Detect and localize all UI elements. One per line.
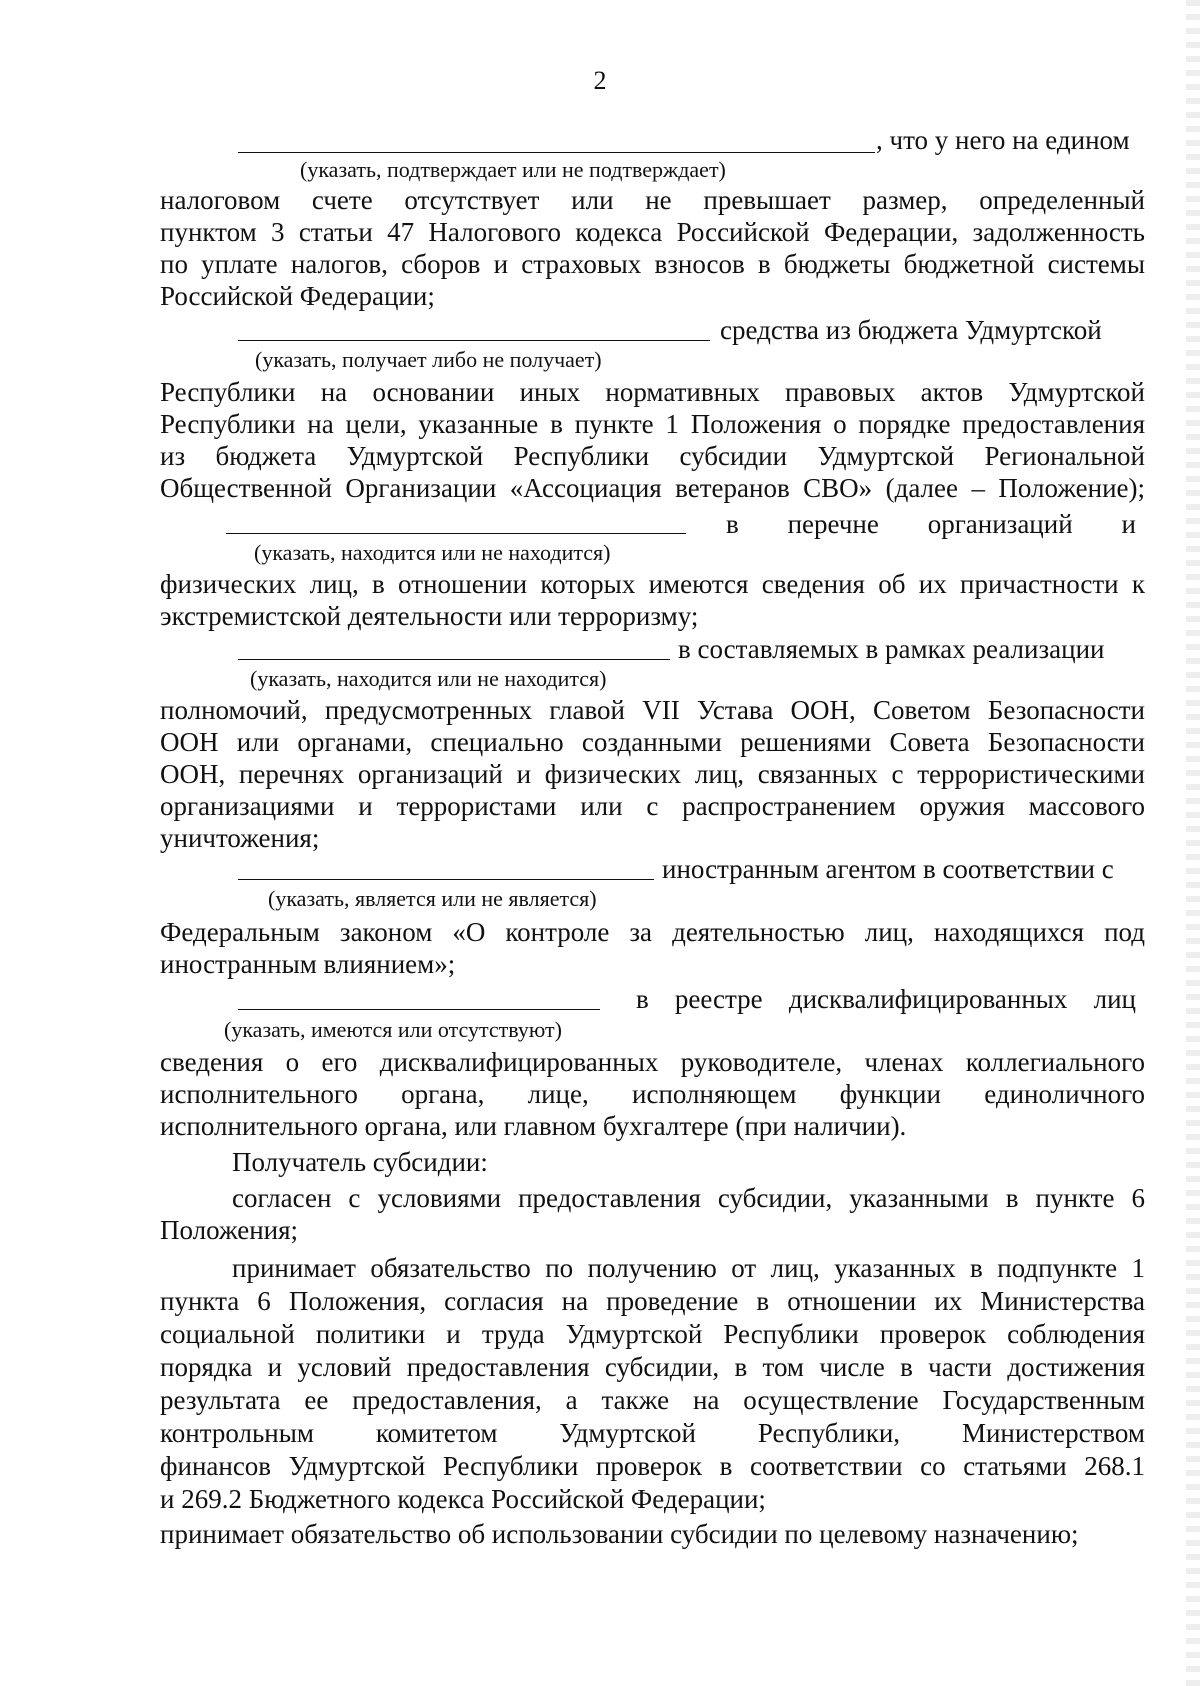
field-trailing-text xyxy=(636,983,1136,1015)
text-line: экстремистской деятельности или терроризму; xyxy=(160,601,699,631)
text-line: Положения; xyxy=(160,1215,299,1245)
word: реестре xyxy=(674,984,763,1014)
blank-line[interactable] xyxy=(226,533,686,534)
text-line: иностранным влиянием»; xyxy=(160,949,456,979)
blank-line[interactable] xyxy=(238,1009,600,1010)
word: дисквалифицированных xyxy=(788,984,1068,1014)
text-line: физических лиц, в отношении которых имеются сведения об их причастности к xyxy=(160,569,1145,599)
field-hint: (указать, получает либо не получает) xyxy=(255,347,602,372)
word: перечне xyxy=(787,509,879,539)
text-line: Республики на цели, указанные в пункте 1 Положения о порядке предоставления xyxy=(160,409,1145,439)
text-line: принимает обязательство об использовании субсидии по целевому назначению; xyxy=(160,1519,1079,1549)
text-line: Общественной Организации «Ассоциация ветеранов СВО» (далее – Положение); xyxy=(160,473,1145,503)
text-line: Российской Федерации; xyxy=(160,281,435,311)
field-trailing-text xyxy=(726,508,1136,540)
blank-line[interactable] xyxy=(238,879,654,880)
text-line: налоговом счете отсутствует или не превышает размер, определенный xyxy=(160,185,1145,215)
field-trailing-text: , что у него на едином xyxy=(876,125,1130,155)
blank-line[interactable] xyxy=(238,152,875,153)
text-line: полномочий, предусмотренных главой VII Устава ООН, Советом Безопасности xyxy=(160,695,1145,725)
blank-line[interactable] xyxy=(238,340,710,341)
text-line: пункта 6 Положения, согласия на проведение в отношении их Министерства xyxy=(160,1286,1145,1316)
text-line: Федеральным законом «О контроле за деятельностью лиц, находящихся под xyxy=(160,917,1145,947)
text-line: уничтожения; xyxy=(160,823,320,853)
field-hint: (указать, имеются или отсутствуют) xyxy=(224,1017,562,1042)
text-line: социальной политики и труда Удмуртской Республики проверок соблюдения xyxy=(160,1319,1145,1349)
field-trailing-text: в составляемых в рамках реализации xyxy=(678,634,1105,664)
text-line: и 269.2 Бюджетного кодекса Российской Федерации; xyxy=(160,1484,766,1514)
field-hint: (указать, является или не является) xyxy=(268,886,597,911)
text-line: по уплате налогов, сборов и страховых взносов в бюджеты бюджетной системы xyxy=(160,249,1145,279)
text-line: согласен с условиями предоставления субсидии, указанными в пункте 6 xyxy=(232,1183,1145,1213)
text-line: порядка и условий предоставления субсидии, в том числе в части достижения xyxy=(160,1352,1145,1382)
field-trailing-text: средства из бюджета Удмуртской xyxy=(720,315,1102,345)
text-line: организациями и террористами или с распространением оружия массового xyxy=(160,791,1145,821)
text-line: Получатель субсидии: xyxy=(232,1147,488,1177)
page-number: 2 xyxy=(593,66,607,95)
text-line: сведения о его дисквалифицированных руководителе, членах коллегиального xyxy=(160,1047,1145,1077)
text-line: исполнительного органа, или главном бухгалтере (при наличии). xyxy=(160,1111,907,1141)
text-line: Республики на основании иных нормативных правовых актов Удмуртской xyxy=(160,377,1145,407)
text-line: контрольным комитетом Удмуртской Республики, Министерством xyxy=(160,1418,1145,1448)
word: в xyxy=(726,509,739,539)
text-line: ООН или органами, специально созданными решениями Совета Безопасности xyxy=(160,727,1145,757)
field-trailing-text: иностранным агентом в соответствии с xyxy=(662,854,1114,884)
text-line: ООН, перечнях организаций и физических лиц, связанных с террористическими xyxy=(160,759,1145,789)
text-line: пунктом 3 статьи 47 Налогового кодекса Российской Федерации, задолженность xyxy=(160,217,1145,247)
text-line: исполнительного органа, лице, исполняющем функции единоличного xyxy=(160,1079,1145,1109)
field-hint: (указать, находится или не находится) xyxy=(250,666,607,691)
word: организаций xyxy=(927,509,1073,539)
field-hint: (указать, подтверждает или не подтверждает) xyxy=(300,157,726,182)
text-line: принимает обязательство по получению от лиц, указанных в подпункте 1 xyxy=(232,1253,1145,1283)
field-hint: (указать, находится или не находится) xyxy=(254,540,611,565)
word: в xyxy=(636,984,649,1014)
word: лиц xyxy=(1093,984,1136,1014)
text-line: из бюджета Удмуртской Республики субсидии Удмуртской Региональной xyxy=(160,441,1145,471)
text-line: результата ее предоставления, а также на осуществление Государственным xyxy=(160,1385,1145,1415)
scan-edge xyxy=(1186,0,1200,1686)
blank-line[interactable] xyxy=(238,659,670,660)
text-line: финансов Удмуртской Республики проверок в соответствии со статьями 268.1 xyxy=(160,1451,1145,1481)
word: и xyxy=(1121,509,1136,539)
